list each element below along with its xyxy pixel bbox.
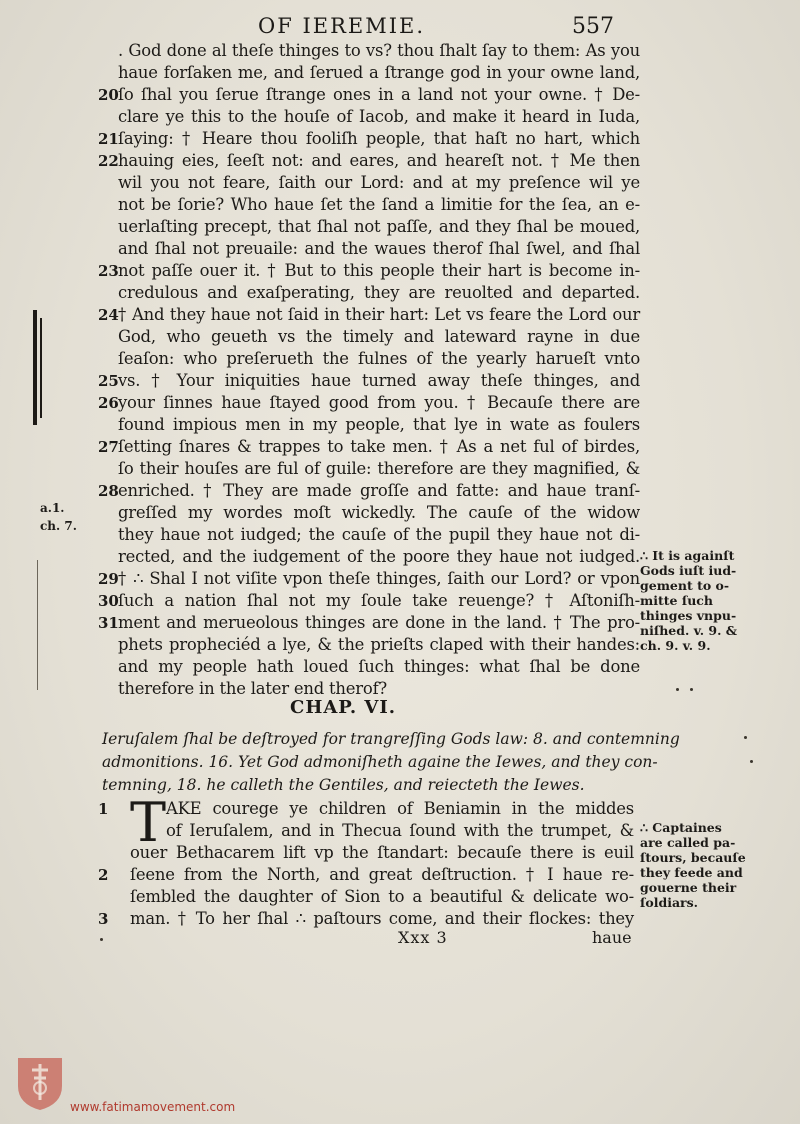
signature-mark: Xxx 3 xyxy=(398,928,448,947)
text-line: therefore in the later end therof? xyxy=(118,679,388,698)
text-line: ſo their houſes are ful of guile: therefore are they magnified, & xyxy=(118,459,640,478)
marginal-note-line: ∴ Captaines xyxy=(640,820,722,835)
text-line: uerlaſting precept, that ſhal not paſſe, and they ſhal be moued, xyxy=(118,217,640,236)
verse-number: 27 xyxy=(98,438,119,456)
watermark-url[interactable]: www.fatimamovement.com xyxy=(70,1100,236,1114)
verse-number: 28 xyxy=(98,482,119,500)
text-line: and my people hath loued ſuch thinges: what ſhal be done xyxy=(118,657,640,676)
margin-marker-bar-thin xyxy=(40,318,42,418)
verse-number: 24 xyxy=(98,306,119,324)
marginal-note-1 xyxy=(640,548,760,653)
text-line: rected, and the iudgement of the poore they haue not iudged. xyxy=(118,547,640,566)
verse-number: 25 xyxy=(98,372,119,390)
ink-speck xyxy=(676,688,679,691)
marginal-note-line: mitte ſuch xyxy=(640,593,713,608)
marginal-note-line: ſoldiars. xyxy=(640,895,699,910)
text-line: AKE courege ye children of Beniamin in the middes xyxy=(166,799,634,818)
chapter-argument-line: admonitions. 16. Yet God admoniſheth againe the Iewes, and they con- xyxy=(102,753,658,771)
marginal-note-line: ch. 9. v. 9. xyxy=(640,638,711,653)
running-header-title: OF IEREMIE. xyxy=(258,14,426,38)
text-line: ſaying: † Heare thou fooliſh people, that haſt no hart, which xyxy=(118,129,640,148)
text-line: ſeaſon: who preſerueth the fulnes of the yearly harueſt vnto xyxy=(118,349,640,368)
ink-speck xyxy=(750,760,753,763)
text-line: man. † To her ſhal ∴ paſtours come, and their flockes: they xyxy=(130,909,634,928)
text-line: ment and merueolous thinges are done in the land. † The pro- xyxy=(118,613,640,632)
text-line: ſembled the daughter of Sion to a beautiful & delicate wo- xyxy=(130,887,634,906)
chapter-argument-line: Ieruſalem ſhal be deſtroyed for trangreſſing Gods law: 8. and contemning xyxy=(102,730,680,748)
text-line: your ſinnes haue ſtayed good from you. † Becauſe there are xyxy=(118,393,640,412)
fatima-movement-logo-icon xyxy=(14,1054,66,1112)
marginal-note-line: they feede and xyxy=(640,865,743,880)
marginal-note-line: niſhed. v. 9. & xyxy=(640,623,738,638)
text-line: ſuch a nation ſhal not my ſoule take reuenge? † Aſtoniſh- xyxy=(118,591,640,610)
verse-number: 1 xyxy=(98,800,109,818)
margin-marker-bar xyxy=(33,310,37,425)
text-line: . God done al theſe thinges to vs? thou ſhalt ſay to them: As you xyxy=(118,41,640,60)
page-number: 557 xyxy=(572,14,614,39)
marginal-note-2 xyxy=(640,820,760,910)
text-line: ſeene from the North, and great deſtruction. † I haue re- xyxy=(130,865,634,884)
verse-number: 21 xyxy=(98,130,119,148)
verse-number: 30 xyxy=(98,592,119,610)
ink-speck xyxy=(100,938,103,941)
marginal-note-line: ∴ It is againſt xyxy=(640,548,735,563)
text-line: of Ieruſalem, and in Thecua ſound with the trumpet, & xyxy=(166,821,634,840)
chapter-argument-line: temning, 18. he calleth the Gentiles, and reiecteth the Iewes. xyxy=(102,776,585,794)
text-line: greſſed my wordes moſt wickedly. The cauſe of the widow xyxy=(118,503,640,522)
drop-cap: T xyxy=(130,791,167,854)
text-line: not paſſe ouer it. † But to this people their hart is become in- xyxy=(118,261,640,280)
cross-reference: a.1. xyxy=(40,501,65,515)
cross-reference: ch. 7. xyxy=(40,519,77,533)
text-line: ouer Bethacarem lift vp the ſtandart: becauſe there is euil xyxy=(130,843,634,862)
text-line: wil you not feare, ſaith our Lord: and at my preſence wil ye xyxy=(118,173,640,192)
text-line: credulous and exaſperating, they are reuolted and departed. xyxy=(118,283,640,302)
verse-number: 26 xyxy=(98,394,119,412)
text-line: haue forſaken me, and ſerued a ſtrange god in your owne land, xyxy=(118,63,640,82)
text-line: ſo ſhal you ſerue ſtrange ones in a land not your owne. † De- xyxy=(118,85,640,104)
verse-number: 23 xyxy=(98,262,119,280)
text-line: God, who geueth vs the timely and lateward rayne in due xyxy=(118,327,640,346)
text-line: found impious men in my people, that lye in wate as foulers xyxy=(118,415,640,434)
text-line: and ſhal not preuaile: and the waues therof ſhal ſwel, and ſhal xyxy=(118,239,640,258)
chapter-heading: CHAP. VI. xyxy=(290,697,397,718)
text-line: † ∴ Shal I not viſite vpon theſe thinges, ſaith our Lord? or vpon xyxy=(118,569,640,588)
marginal-note-line: ſtours, becauſe xyxy=(640,850,746,865)
text-line: they haue not iudged; the cauſe of the pupil they haue not di- xyxy=(118,525,640,544)
verse-number: 22 xyxy=(98,152,119,170)
verse-number: 2 xyxy=(98,866,109,884)
marginal-note-line: gouerne their xyxy=(640,880,737,895)
catchword: haue xyxy=(592,928,632,947)
text-line: enriched. † They are made groſſe and fatte: and haue tranſ- xyxy=(118,481,640,500)
verse-number: 3 xyxy=(98,910,109,928)
ink-speck xyxy=(744,736,747,739)
text-line: phets propheciéd a lye, & the prieſts claped with their handes: xyxy=(118,635,640,654)
text-line: clare ye this to the houſe of Iacob, and make it heard in Iuda, xyxy=(118,107,640,126)
text-line: hauing eies, ſeeſt not: and eares, and heareſt not. † Me then xyxy=(118,151,640,170)
marginal-note-line: Gods iuſt iud- xyxy=(640,563,737,578)
text-line: † And they haue not ſaid in their hart: Let vs feare the Lord our xyxy=(118,305,640,324)
marginal-note-line: thinges vnpu- xyxy=(640,608,737,623)
text-line: vs. † Your iniquities haue turned away theſe thinges, and xyxy=(118,371,640,390)
text-line: not be ſorie? Who haue ſet the ſand a limitie for the ſea, an e- xyxy=(118,195,640,214)
verse-number: 20 xyxy=(98,86,119,104)
text-line: ſetting ſnares & trappes to take men. † As a net ful of birdes, xyxy=(118,437,640,456)
marginal-note-line: are called pa- xyxy=(640,835,736,850)
verse-number: 29 xyxy=(98,570,119,588)
ink-speck xyxy=(690,688,693,691)
verse-number: 31 xyxy=(98,614,119,632)
marginal-note-line: gement to o- xyxy=(640,578,730,593)
margin-rule xyxy=(37,560,38,690)
